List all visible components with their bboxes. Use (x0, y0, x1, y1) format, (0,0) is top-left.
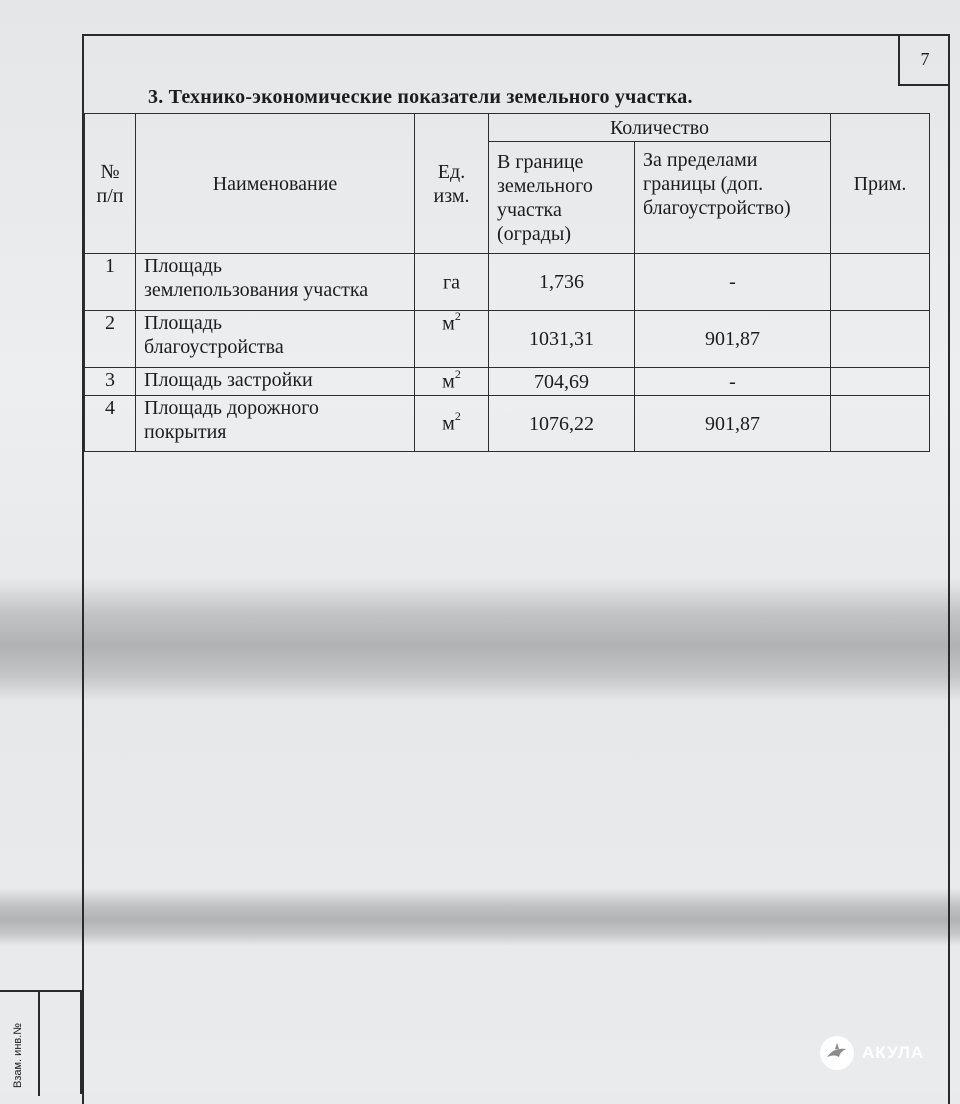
header-name: Наименование (136, 114, 415, 254)
table-row (85, 311, 930, 368)
row-name: Площадь благоустройства (136, 311, 415, 368)
shark-logo-icon (820, 1036, 854, 1070)
row-outside: 901,87 (635, 396, 831, 452)
indicators-table (84, 113, 930, 452)
table-row (85, 396, 930, 452)
row-unit: $м^2$ (415, 396, 489, 452)
row-inside: 1031,31 (489, 311, 635, 368)
header-inside: В границе земельного участка (ограды) (489, 142, 635, 254)
row-num: 4 (85, 396, 136, 452)
row-inside: 1,736 (489, 254, 635, 311)
watermark (820, 1036, 924, 1070)
row-unit: $м^2$ (415, 311, 489, 368)
table-row (85, 254, 930, 311)
table-row (85, 368, 930, 396)
row-num: 1 (85, 254, 136, 311)
section-heading: 3. Технико-экономические показатели земельного участка. (148, 86, 693, 108)
stamp-label: Взам. инв.№ (12, 1022, 24, 1088)
watermark-text: АКУЛА (862, 1043, 925, 1062)
header-num: № п/п (85, 114, 136, 254)
row-inside: 1076,22 (489, 396, 635, 452)
row-note (831, 311, 930, 368)
row-unit: га (415, 254, 489, 311)
page-number: 7 (920, 48, 930, 69)
row-note (831, 396, 930, 452)
header-outside: За пределами границы (доп. благоустройство) (635, 142, 831, 254)
row-name: Площадь землепользования участка (136, 254, 415, 311)
header-unit: Ед. изм. (415, 114, 489, 254)
row-outside: - (635, 368, 831, 396)
page-number-box (898, 34, 950, 86)
row-name: Площадь застройки (136, 368, 415, 396)
row-num: 3 (85, 368, 136, 396)
row-outside: - (635, 254, 831, 311)
row-name: Площадь дорожного покрытия (136, 396, 415, 452)
row-unit: $м^2$ (415, 368, 489, 396)
row-outside: 901,87 (635, 311, 831, 368)
row-inside: 704,69 (489, 368, 635, 396)
header-quantity: Количество (489, 114, 831, 142)
row-num: 2 (85, 311, 136, 368)
header-note: Прим. (831, 114, 930, 254)
stamp-divider (38, 992, 40, 1096)
table-header-row (85, 114, 930, 142)
row-note (831, 368, 930, 396)
row-note (831, 254, 930, 311)
